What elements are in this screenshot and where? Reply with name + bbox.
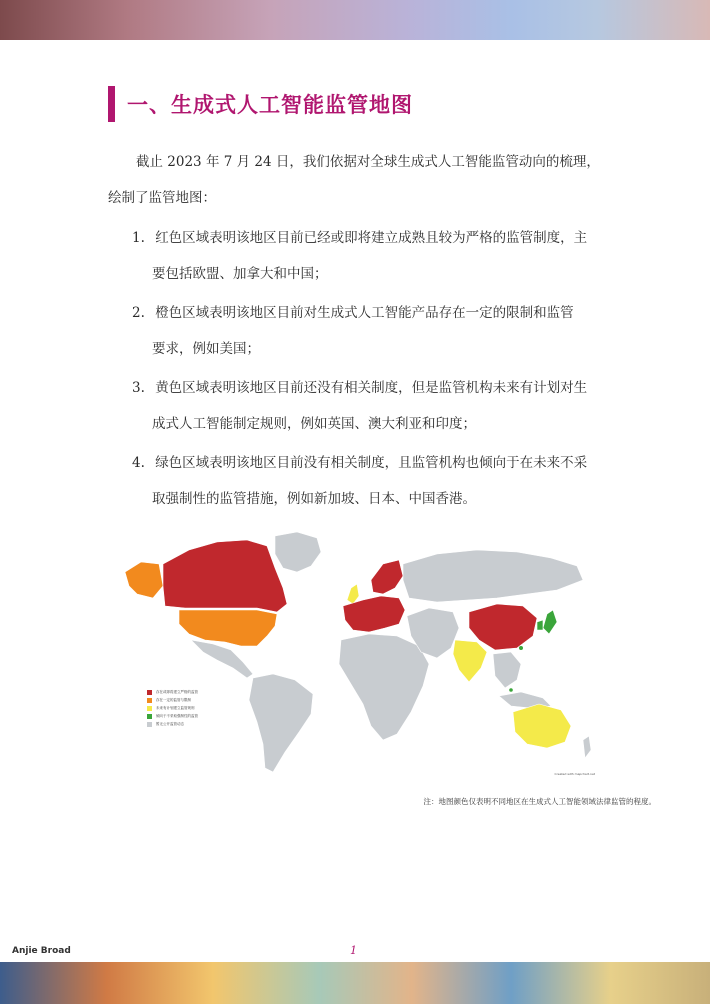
legend-item [147,688,198,696]
region-india [453,640,487,682]
header-decoration-band [0,0,710,40]
legend-label: 未来有计划建立监管规则 [156,705,195,710]
legend-label: 倾向于不采取强制性的监管 [156,713,198,718]
list-item-number: 3. [132,380,145,396]
legend-label: 暂无公开监管动态 [156,721,184,726]
region-singapore [509,688,513,692]
region-africa [339,634,429,740]
legend-label: 存在一定的监管与限制 [156,697,191,702]
list-item-text: 绿色区域表明该地区目前没有相关制度，且监管机构也倾向于在未来不采 [155,455,588,471]
region-greenland [275,532,321,572]
region-japan [543,610,557,634]
footer-decoration-band [0,962,710,1004]
map-footnote: 注：地图颜色仅表明不同地区在生成式人工智能领域法律监管的程度。 [423,797,656,806]
legend-swatch-green [147,714,152,719]
list-item [132,301,574,321]
region-southeast-asia [493,652,521,688]
list-item [132,376,587,396]
list-item-text: 红色区域表明该地区目前已经或即将建立成熟且较为严格的监管制度，主 [155,230,588,246]
map-credit: Created with mapchart.net [554,772,595,776]
list-item [132,451,587,471]
region-canada [163,540,287,612]
list-item-number: 2. [132,305,145,321]
region-china [469,604,537,650]
map-legend [147,688,198,728]
legend-swatch-grey [147,722,152,727]
page-number: 1 [350,944,357,957]
world-map-svg [107,528,603,780]
legend-swatch-orange [147,698,152,703]
list-item-number: 1. [132,230,145,246]
region-alaska [125,562,163,598]
region-korea [537,620,543,630]
list-item-continuation: 成式人工智能制定规则，例如英国、澳大利亚和印度； [152,416,476,432]
page-title: 一、生成式人工智能监管地图 [127,93,413,117]
section-title [108,86,413,122]
legend-label: 存在或即将建立严格的监管 [156,689,198,694]
list-item-text: 橙色区域表明该地区目前对生成式人工智能产品存在一定的限制和监管 [155,305,574,321]
intro-line-1: 截止 2023 年 7 月 24 日，我们依据对全球生成式人工智能监管动向的梳理， [136,154,600,170]
list-item-continuation: 取强制性的监管措施，例如新加坡、日本、中国香港。 [152,491,476,507]
region-hong-kong [519,646,523,650]
legend-swatch-red [147,690,152,695]
legend-swatch-yellow [147,706,152,711]
title-accent-bar [108,86,115,122]
footer-brand: Anjie Broad [12,946,71,956]
list-item [132,226,587,246]
legend-item [147,696,198,704]
regulation-world-map [107,528,603,780]
legend-item [147,720,198,728]
region-russia [403,550,583,602]
region-south-america [249,674,313,772]
region-australia [513,704,571,748]
legend-item [147,712,198,720]
list-item-text: 黄色区域表明该地区目前还没有相关制度，但是监管机构未来有计划对生 [155,380,588,396]
region-uk [347,584,359,604]
intro-line-2: 绘制了监管地图： [108,190,216,206]
list-item-continuation: 要求，例如美国； [152,341,260,357]
region-new-zealand [583,736,591,758]
list-item-number: 4. [132,455,145,471]
region-scandinavia [371,560,403,594]
list-item-continuation: 要包括欧盟、加拿大和中国； [152,266,328,282]
legend-item [147,704,198,712]
